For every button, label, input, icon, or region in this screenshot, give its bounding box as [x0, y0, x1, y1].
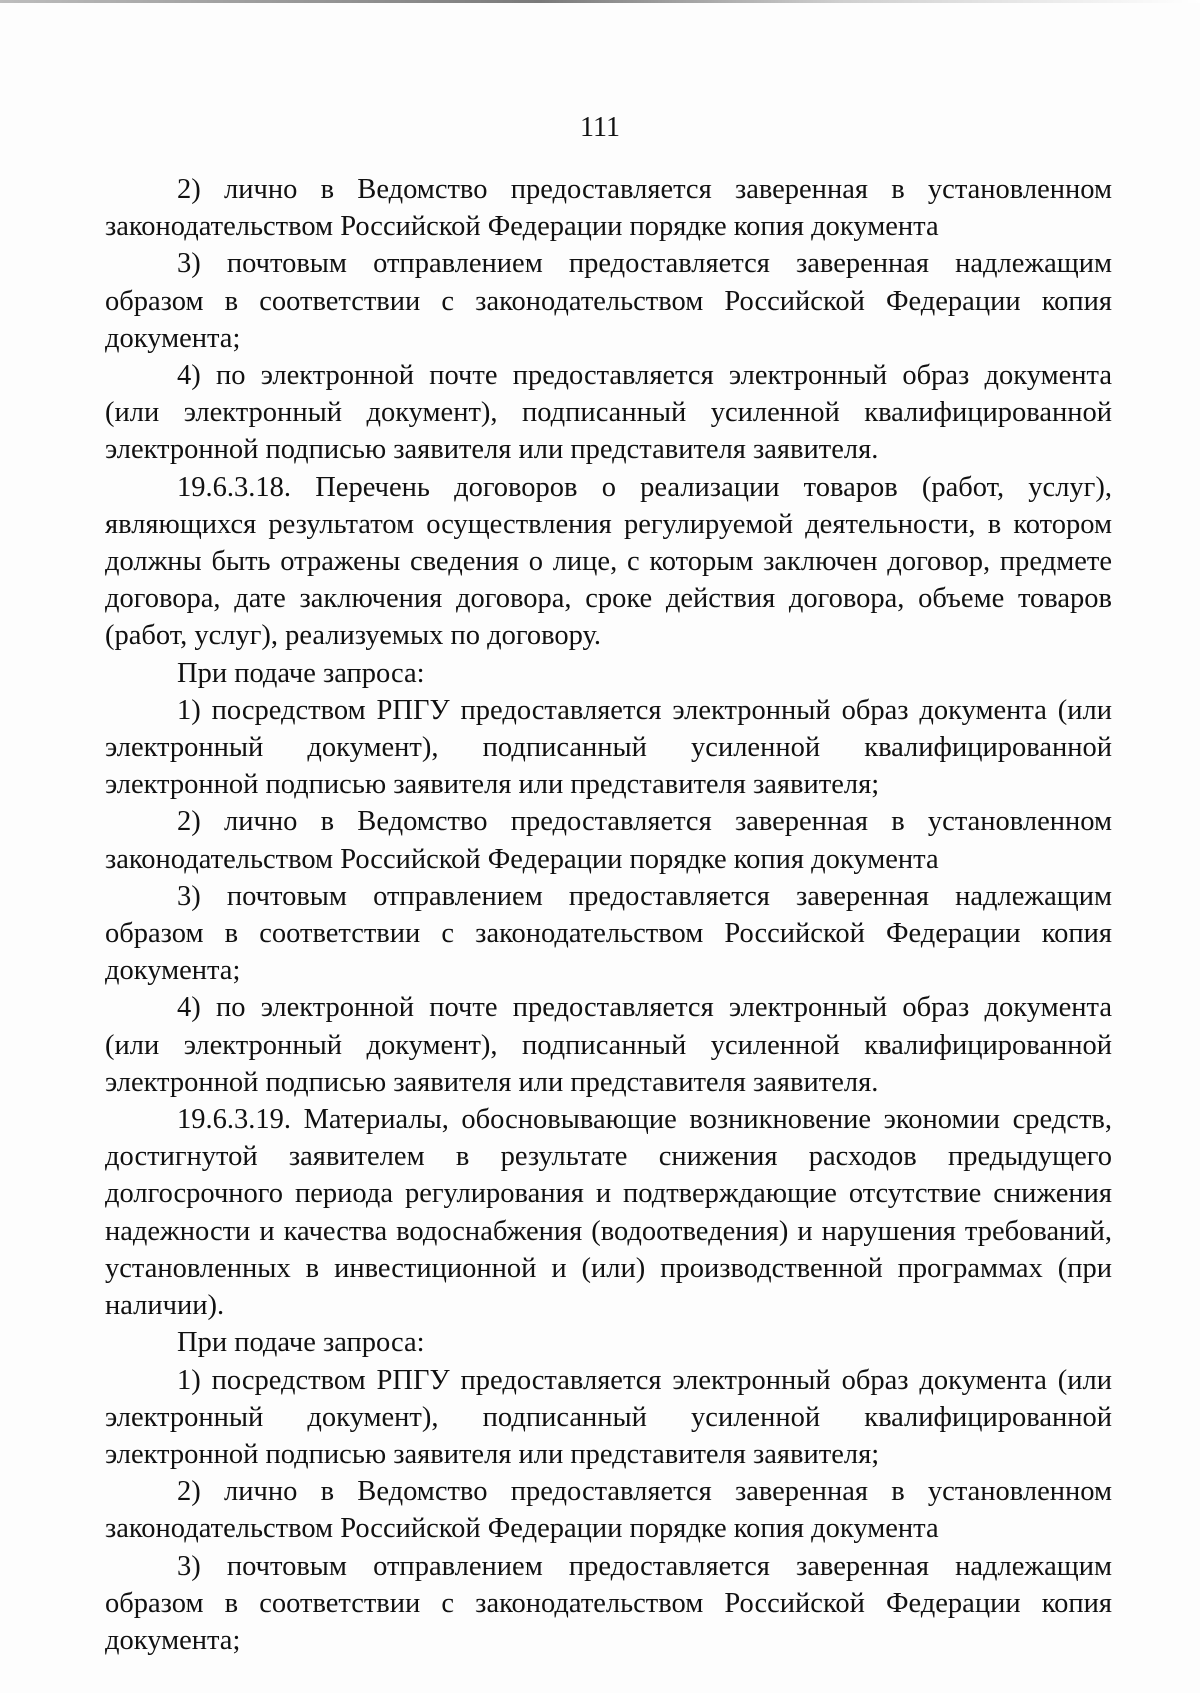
- paragraph-item-1-rpgu: 1) посредством РПГУ предоставляется электронный образ документа (или электронный документ), подписанный усиленной квалифицированной электронной подписью заявителя или представителя заявителя;: [105, 1364, 1112, 1470]
- paragraph-item-4-by-email: 4) по электронной почте предоставляется электронный образ документа (или электронный документ), подписанный усиленной квалифицированной электронной подписью заявителя или представителя заявителя.: [105, 992, 1112, 1098]
- page-number: 111: [580, 112, 620, 143]
- scan-top-edge: [0, 0, 1200, 3]
- paragraph-item-2-in-person: 2) лично в Ведомство предоставляется заверенная в установленном законодательством Российской Федерации порядке копия документа: [105, 174, 1112, 243]
- paragraph-section-19-6-3-19: 19.6.3.19. Материалы, обосновывающие возникновение экономии средств, достигнутой заявителем в результате снижения расходов предыдущего долгосрочного периода регулирования и подтверждающие отсутствие снижения надежности и качества водоснабжения (водоотведения) и нарушения требований, установленных в инвестиционной и (или) производственной программах (при наличии).: [105, 1104, 1112, 1322]
- paragraph-item-3-by-mail: 3) почтовым отправлением предоставляется заверенная надлежащим образом в соответствии с законодательством Российской Федерации копия документа;: [105, 1550, 1112, 1656]
- paragraph-item-1-rpgu: 1) посредством РПГУ предоставляется электронный образ документа (или электронный документ), подписанный усиленной квалифицированной электронной подписью заявителя или представителя заявителя;: [105, 694, 1112, 801]
- paragraph-item-2-in-person: 2) лично в Ведомство предоставляется заверенная в установленном законодательством Российской Федерации порядке копия документа: [105, 1476, 1112, 1545]
- paragraph-section-19-6-3-18: 19.6.3.18. Перечень договоров о реализации товаров (работ, услуг), являющихся результатом осуществления регулируемой деятельности, в котором должны быть отражены сведения о лице, с которым заключен договор, предмете договора, дате заключения договора, сроке действия договора, объеме товаров (работ, услуг), реализуемых по договору.: [105, 471, 1112, 652]
- paragraph-request-heading: При подаче запроса:: [177, 657, 425, 689]
- paragraph-item-3-by-mail: 3) почтовым отправлением предоставляется заверенная надлежащим образом в соответствии с законодательством Российской Федерации копия документа;: [105, 880, 1112, 987]
- paragraph-item-4-by-email: 4) по электронной почте предоставляется электронный образ документа (или электронный документ), подписанный усиленной квалифицированной электронной подписью заявителя или представителя заявителя.: [105, 360, 1112, 466]
- document-body: [105, 171, 1112, 1659]
- paragraph-item-3-by-mail: 3) почтовым отправлением предоставляется заверенная надлежащим образом в соответствии с законодательством Российской Федерации копия документа;: [105, 248, 1112, 354]
- paragraph-request-heading: При подаче запроса:: [177, 1327, 425, 1359]
- paragraph-item-2-in-person: 2) лично в Ведомство предоставляется заверенная в установленном законодательством Российской Федерации порядке копия документа: [105, 806, 1112, 875]
